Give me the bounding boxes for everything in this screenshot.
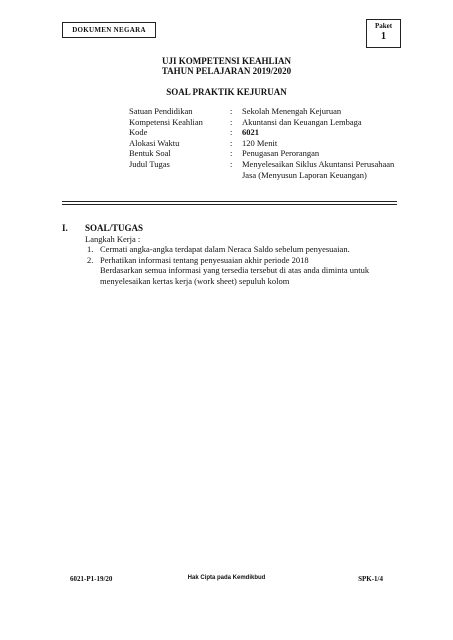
info-value: Sekolah Menengah Kejuruan: [242, 106, 342, 116]
paket-label: Paket: [374, 22, 393, 30]
section-body: [62, 234, 402, 287]
info-key: Judul Tugas: [129, 158, 170, 169]
list-item-number: 1.: [87, 244, 94, 255]
page-number: SPK-1/4: [358, 575, 383, 583]
section-title: SOAL/TUGAS: [85, 223, 144, 233]
info-value: Akuntansi dan Keuangan Lembaga: [242, 116, 362, 127]
info-key: Kompetensi Keahlian: [129, 116, 203, 127]
info-key: Kode: [129, 127, 148, 138]
info-separator: :: [230, 148, 233, 159]
list-item-number: 2.: [87, 254, 94, 265]
info-value: 120 Menit: [242, 137, 278, 148]
steps-subheading: Langkah Kerja :: [85, 233, 141, 244]
section-heading: [62, 223, 402, 234]
list-item: [85, 255, 402, 266]
info-separator: :: [230, 127, 233, 138]
info-separator: :: [230, 116, 233, 127]
info-key: Bentuk Soal: [129, 148, 171, 159]
info-separator: :: [230, 158, 233, 169]
info-separator: :: [230, 137, 233, 148]
academic-year: TAHUN PELAJARAN 2019/2020: [161, 66, 292, 76]
section-number: I.: [62, 223, 68, 233]
info-row: [129, 148, 402, 159]
exam-info-table: [129, 106, 402, 180]
footer-code: 6021-P1-19/20: [70, 575, 113, 583]
info-key: Satuan Pendidikan: [129, 106, 193, 116]
divider-line: [62, 201, 397, 202]
exam-type-title: SOAL PRAKTIK KEJURUAN: [166, 87, 287, 97]
info-value: Penugasan Perorangan: [242, 148, 320, 159]
task-section: [62, 223, 402, 287]
info-row: [129, 117, 402, 128]
list-item: [85, 244, 402, 255]
list-item-text: Cermati angka-angka terdapat dalam Neraca Saldo sebelum penyesuaian.: [100, 244, 350, 255]
footer-copyright: Hak Cipta pada Kemdikbud: [187, 575, 266, 581]
divider-line: [62, 204, 397, 205]
info-value: Menyelesaikan Siklus Akuntansi Perusahaan Jasa (Menyusun Laporan Keuangan): [242, 158, 395, 180]
document-classification-badge: DOKUMEN NEGARA: [62, 22, 156, 38]
info-row: [129, 127, 402, 138]
list-item-text: Perhatikan informasi tentang penyesuaian akhir periode 2018: [100, 254, 309, 265]
info-value: 6021: [242, 127, 259, 138]
paket-number: 1: [381, 31, 386, 42]
instruction-paragraph: Berdasarkan semua informasi yang tersedia tersebut di atas anda diminta untuk menyelesaikan kertas kerja (work sheet) sepuluh kolom: [100, 265, 370, 286]
info-key: Alokasi Waktu: [129, 137, 180, 148]
info-row: [129, 159, 402, 180]
paket-box: [366, 19, 401, 48]
info-row: [129, 138, 402, 149]
info-row: [129, 106, 402, 117]
exam-title: UJI KOMPETENSI KEAHLIAN: [161, 56, 292, 66]
info-separator: :: [230, 106, 233, 116]
